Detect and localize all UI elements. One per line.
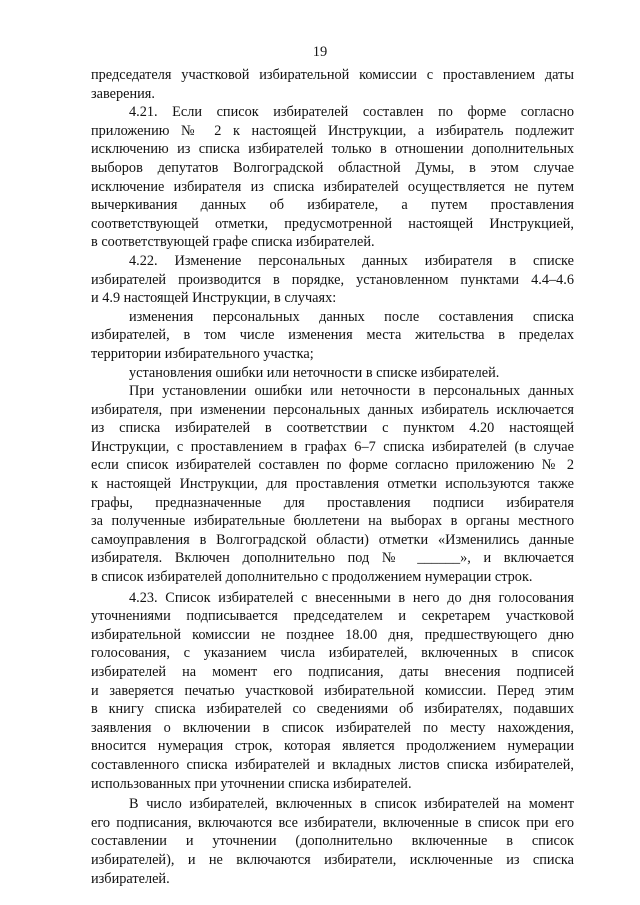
text-line: территории избирательного участка; — [91, 345, 314, 362]
text-line: избирателя, при изменении персональных данных избиратель исключается — [91, 401, 574, 418]
text-line: вычеркивания данных об избирателе, а путем проставления — [91, 197, 574, 214]
text-line: 4.21. Если список избирателей составлен по форме согласно — [129, 104, 574, 121]
text-line: заявления о включении в список избирателей по месту нахождения, — [91, 719, 574, 736]
text-line: избирателей. — [91, 870, 170, 887]
text-line: и заверяется печатью участковой избирательной комиссии. Перед этим — [91, 682, 574, 699]
text-line: в соответствующей графе списка избирателей. — [91, 234, 375, 251]
text-line: в книгу списка избирателей со сведениями об избирателях, подавших — [91, 701, 574, 718]
document-body — [91, 66, 574, 888]
text-line: исключению из списка избирателей только в отношении дополнительных — [91, 141, 574, 158]
text-line: если список избирателей составлен по форме согласно приложению № 2 — [91, 457, 574, 474]
text-line: избирателя. Включен дополнительно под № ______», и включается — [91, 550, 574, 567]
text-line: к настоящей Инструкции, для проставления отметки используются также — [91, 476, 574, 493]
text-line: составленного списка избирателей и вкладных листов списка избирателей, — [91, 756, 574, 773]
text-line: заверения. — [91, 85, 155, 102]
text-line: соответствующей отметки, предусмотренной настоящей Инструкцией, — [91, 215, 574, 232]
text-line: из списка избирателей в соответствии с пунктом 4.20 настоящей — [91, 420, 574, 437]
text-line: приложению № 2 к настоящей Инструкции, а избиратель подлежит — [91, 122, 574, 139]
text-line: Инструкции, с проставлением в графах 6–7 списка избирателей (в случае — [91, 438, 574, 455]
text-line: В число избирателей, включенных в список избирателей на момент — [129, 796, 574, 813]
page-number: 19 — [312, 44, 328, 60]
text-line: установления ошибки или неточности в списке избирателей. — [129, 364, 500, 381]
text-line: избирательной комиссии не позднее 18.00 дня, предшествующего дню — [91, 626, 574, 643]
text-line: самоуправления в Волгоградской области) отметки «Изменились данные — [91, 531, 574, 548]
text-line: в список избирателей дополнительно с продолжением нумерации строк. — [91, 569, 533, 586]
text-line: и 4.9 настоящей Инструкции, в случаях: — [91, 290, 337, 307]
text-line: избирателей, в том числе изменения места жительства в пределах — [91, 327, 574, 344]
text-line: исключение избирателя из списка избирателей осуществляется не путем — [91, 178, 574, 195]
text-line: избирателей на момент его подписания, даты внесения подписей — [91, 664, 574, 680]
text-line: голосования, с указанием числа избирателей, включенных в список — [91, 645, 574, 662]
text-line: избирателей производится в порядке, установленном пунктами 4.4–4.6 — [91, 271, 574, 288]
text-line: При установлении ошибки или неточности в персональных данных — [129, 383, 574, 400]
text-line: изменения персональных данных после составления списка — [129, 308, 574, 325]
text-line: составлении и уточнении (дополнительно включенные в список — [91, 833, 574, 850]
text-line: избирателей), и не включаются избиратели, исключенные из списка — [91, 851, 574, 868]
text-line: вносится нумерация строк, которая является продолжением нумерации — [91, 738, 574, 755]
text-line: председателя участковой избирательной комиссии с проставлением даты — [91, 67, 574, 83]
text-line: 4.23. Список избирателей с внесенными в него до дня голосования — [129, 589, 574, 606]
text-line: графы, предназначенные для проставления подписи избирателя — [91, 494, 574, 511]
text-line: его подписания, включаются все избиратели, включенные в список при его — [91, 814, 574, 831]
text-line: 4.22. Изменение персональных данных избирателя в списке — [129, 252, 574, 269]
text-line: выборов депутатов Волгоградской областной Думы, в этом случае — [91, 159, 574, 176]
text-line: за полученные избирательные бюллетени на выборах в органы местного — [91, 513, 574, 530]
text-line: использованных при уточнении списка избирателей. — [91, 775, 412, 792]
text-line: уточнениями подписывается председателем и секретарем участковой — [91, 608, 574, 625]
